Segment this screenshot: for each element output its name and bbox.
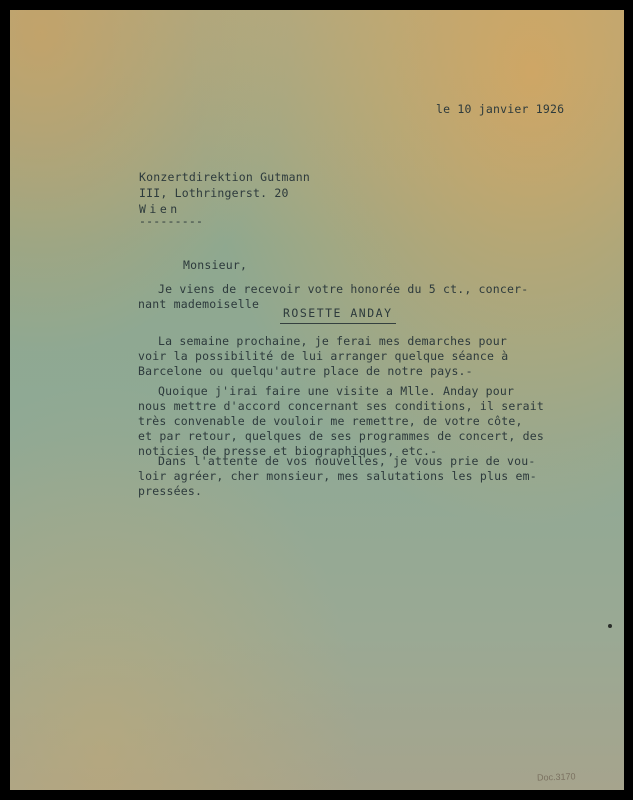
paragraph-line: loir agréer, cher monsieur, mes salutations les plus em- bbox=[138, 469, 537, 483]
paragraph-line: et par retour, quelques de ses programmes de concert, des bbox=[138, 429, 545, 443]
paragraph-line: Quoique j'irai faire une visite a Mlle. Anday pour bbox=[158, 384, 515, 398]
paragraph-line: La semaine prochaine, je ferai mes demarches pour bbox=[158, 334, 508, 348]
paragraph-2 bbox=[138, 334, 558, 379]
paragraph-line: très convenable de vouloir me remettre, de votre côte, bbox=[138, 414, 523, 428]
recipient-name: Konzertdirektion Gutmann bbox=[139, 170, 310, 184]
paragraph-line: Je viens de recevoir votre honorée du 5 ct., concer- bbox=[158, 282, 529, 296]
paragraph-4 bbox=[138, 454, 558, 499]
paragraph-line: pressées. bbox=[138, 484, 203, 498]
recipient-city: Wien bbox=[139, 202, 181, 216]
recipient-street: III, Lothringerst. 20 bbox=[139, 186, 289, 200]
paragraph-line: noticies de presse et biographiques, etc.- bbox=[138, 444, 438, 458]
artist-name: ROSETTE ANDAY bbox=[283, 306, 393, 320]
paragraph-line: nant mademoiselle bbox=[138, 297, 260, 311]
paragraph-line: nous mettre d'accord concernant ses conditions, il serait bbox=[138, 399, 545, 413]
paragraph-3 bbox=[138, 384, 558, 459]
salutation: Monsieur, bbox=[183, 258, 248, 272]
letter-date: le 10 janvier 1926 bbox=[436, 102, 565, 116]
ink-spot bbox=[608, 624, 612, 628]
paragraph-line: Barcelone ou quelqu'autre place de notre pays.- bbox=[138, 364, 473, 378]
archive-stamp: Doc.3170 bbox=[536, 771, 576, 783]
recipient-rule: --------- bbox=[139, 214, 204, 228]
paragraph-line: voir la possibilité de lui arranger quelque séance à bbox=[138, 349, 509, 363]
artist-name-underline bbox=[280, 323, 396, 324]
paragraph-line: Dans l'attente de vos nouvelles, je vous prie de vou- bbox=[158, 454, 536, 468]
letter-page bbox=[10, 10, 624, 790]
